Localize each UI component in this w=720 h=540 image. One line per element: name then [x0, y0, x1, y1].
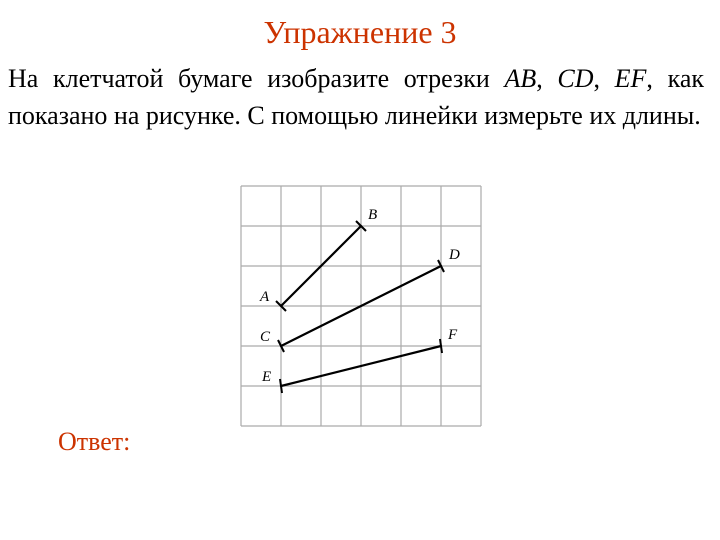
task-separator: , [536, 64, 558, 93]
point-label-e: E [262, 369, 272, 385]
task-text [8, 60, 704, 134]
segment-cd-label: CD [557, 64, 594, 93]
endpoint-tick-f [440, 339, 442, 353]
segment-ab-label: AB [504, 64, 537, 93]
endpoint-tick-e [280, 379, 282, 393]
point-label-c: C [260, 329, 271, 345]
point-label-f: F [448, 327, 458, 343]
segment-ef-label: EF [614, 64, 647, 93]
page-title: Упражнение 3 [263, 14, 457, 50]
task-text-part1: На клетчатой бумаге изобразите отрезки [8, 64, 505, 93]
point-label-b: B [368, 207, 378, 223]
grid-figure-svg [232, 182, 492, 432]
grid-figure [232, 182, 492, 432]
answer-label: Ответ: [58, 427, 131, 456]
point-label-d: D [449, 247, 460, 263]
point-label-a: A [260, 289, 270, 305]
task-separator: , [593, 64, 615, 93]
task-text-part2: , как показано на рисунке. С помощью линейки измерьте их длины. [8, 64, 704, 130]
